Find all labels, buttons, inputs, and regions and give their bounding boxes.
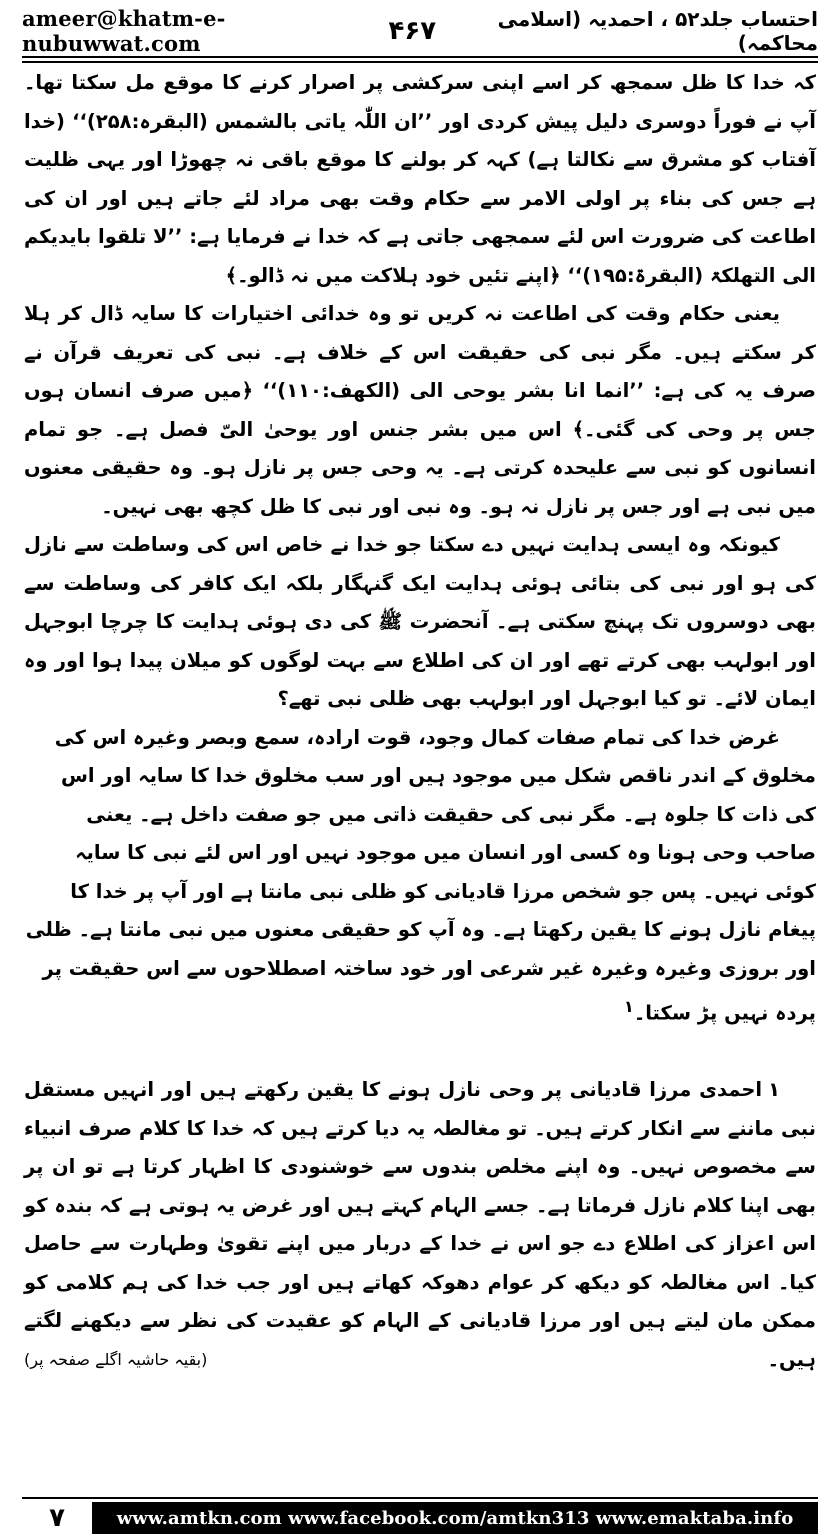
header-email[interactable]: ameer@khatm-e-nubuwwat.com	[22, 6, 226, 56]
paragraph-3: کیونکہ وہ ایسی ہدایت نہیں دے سکتا جو خدا نے خاص اس کی وساطت سے نازل کی ہو اور نبی کی بتائی ہوئی ہدایت ایک گنہگار بلکہ ایک کافر کی وساطت سے بھی دوسروں تک پہنچ سکتی ہے۔ آنحضرت ﷺ کی دی ہوئی ہدایت کا چرچا ابوجہل اور ابولہب بھی کرتے تھے اور ان کی اطلاع سے بہت لوگوں کو میلان پیدا ہوا اور وہ ایمان لائے۔ تو کیا ابوجہل اور ابولہب بھی ظلی نبی تھے؟	[24, 533, 816, 710]
paragraph-2: یعنی حکام وقت کی اطاعت نہ کریں تو وہ خدائی اختیارات کا سایہ ڈال کر ہلا کر سکتے ہیں۔ مگر نبی کی حقیقت اس کے خلاف ہے۔ نبی کی تعریف قرآن نے صرف یہ کی ہے: ’’انما انا بشر یوحی الی (الکھف:۱۱۰)‘‘ ﴿میں صرف انسان ہوں جس پر وحی کی گئی۔﴾ اس میں بشر جنس اور یوحیٰ الیّ فصل ہے۔ جو تمام انسانوں کو نبی سے علیحدہ کرتی ہے۔ یہ وحی جس پر نازل ہو۔ وہ حقیقی معنوں میں نبی ہے اور جس پر نازل نہ ہو۔ وہ نبی اور نبی کا ظل کچھ بھی نہیں۔	[24, 302, 817, 518]
footnote-paragraph	[24, 1071, 816, 1379]
footnote-reference: ۱	[623, 997, 634, 1016]
footer-page-number: ۷	[22, 1500, 92, 1536]
paragraph-1: کہ خدا کا ظل سمجھ کر اسے اپنی سرکشی پر اصرار کرنے کا موقع مل سکتا تھا۔ آپ نے فوراً دوسری دلیل پیش کردی اور ’’ان اللّٰہ یاتی بالشمس (البقرہ:۲۵۸)‘‘ (خدا آفتاب کو مشرق سے نکالتا ہے) کہہ کر بولنے کا موقع باقی نہ چھوڑا اور یہی ظلیت ہے جس کی بناء پر اولی الامر سے حکام وقت بھی مراد لئے جاتے ہیں اور ان کی اطاعت کی ضرورت اس لئے سمجھی جاتی ہے کہ خدا نے فرمایا ہے: ’’لا تلقوا بایدیکم الی التھلکۃ (البقرۃ:۱۹۵)‘‘ ﴿اپنے تئیں خود ہلاکت میں نہ ڈالو۔﴾	[24, 71, 816, 287]
page-header	[22, 6, 818, 56]
header-rule-top	[22, 56, 818, 58]
footnote	[24, 1071, 816, 1379]
footnote-continued: (بقیہ حاشیہ اگلے صفحہ پر)	[24, 1349, 208, 1369]
page-footer	[22, 1500, 818, 1536]
main-text	[24, 64, 816, 1379]
footnote-separator	[24, 1033, 816, 1071]
paragraph-4	[24, 719, 816, 1034]
footnote-marker: ۱	[768, 1078, 780, 1101]
footer-links[interactable]: www.amtkn.com www.facebook.com/amtkn313 www.emaktaba.info	[92, 1502, 818, 1534]
header-page-number: ۴۶۷	[388, 16, 437, 46]
footer-rule	[22, 1497, 818, 1499]
footnote-text: احمدی مرزا قادیانی پر وحی نازل ہونے کا یقین رکھتے ہیں اور انہیں مستقل نبی ماننے سے انکار کرتے ہیں۔ تو مغالطہ یہ دیا کرتے ہیں کہ خدا کا کلام صرف انبیاء سے مخصوص نہیں۔ وہ اپنے مخلص بندوں سے خوشنودی کا اظہار کرتا ہے تو ان پر بھی اپنا کلام نازل فرماتا ہے۔ جسے الہام کہتے ہیں اور غرض یہ ہوتی ہے کہ بندہ کو اس اعزاز کی اطلاع دے جو اس نے خدا کے دربار میں اپنے تقویٰ وطہارت سے حاصل کیا۔ اس مغالطہ کو دیکھ کر عوام دھوکہ کھاتے ہیں اور جب خدا کی ہم کلامی کو ممکن مان لیتے ہیں اور مرزا قادیانی کے الہام کو عقیدت کی نظر سے دیکھنے لگتے ہیں۔	[24, 1078, 816, 1371]
paragraph-4-text: غرض خدا کی تمام صفات کمال وجود، قوت ارادہ، سمع وبصر وغیرہ اس کی مخلوق کے اندر ناقص شکل میں موجود ہیں اور سب مخلوق خدا کا سایہ اور اس کی ذات کا جلوہ ہے۔ مگر نبی کی حقیقت ذاتی میں جو صفت داخل ہے۔ یعنی صاحب وحی ہونا وہ کسی اور انسان میں موجود نہیں اور اس لئے نبی کا سایہ کوئی نہیں۔ پس جو شخص مرزا قادیانی کو ظلی نبی مانتا ہے اور آپ پر خدا کا پیغام نازل ہونے کا یقین رکھتا ہے۔ وہ آپ کو حقیقی معنوں میں نبی مانتا ہے۔ ظلی اور بروزی وغیرہ وغیرہ غیر شرعی اور خود ساختہ اصطلاحوں سے اس حقیقت پر پردہ نہیں پڑ سکتا۔	[25, 725, 816, 1025]
header-left	[22, 6, 436, 56]
header-rule-bottom	[22, 61, 818, 63]
header-title: احتساب جلد۵۲ ، احمدیہ (اسلامی محاکمہ)	[497, 7, 818, 55]
